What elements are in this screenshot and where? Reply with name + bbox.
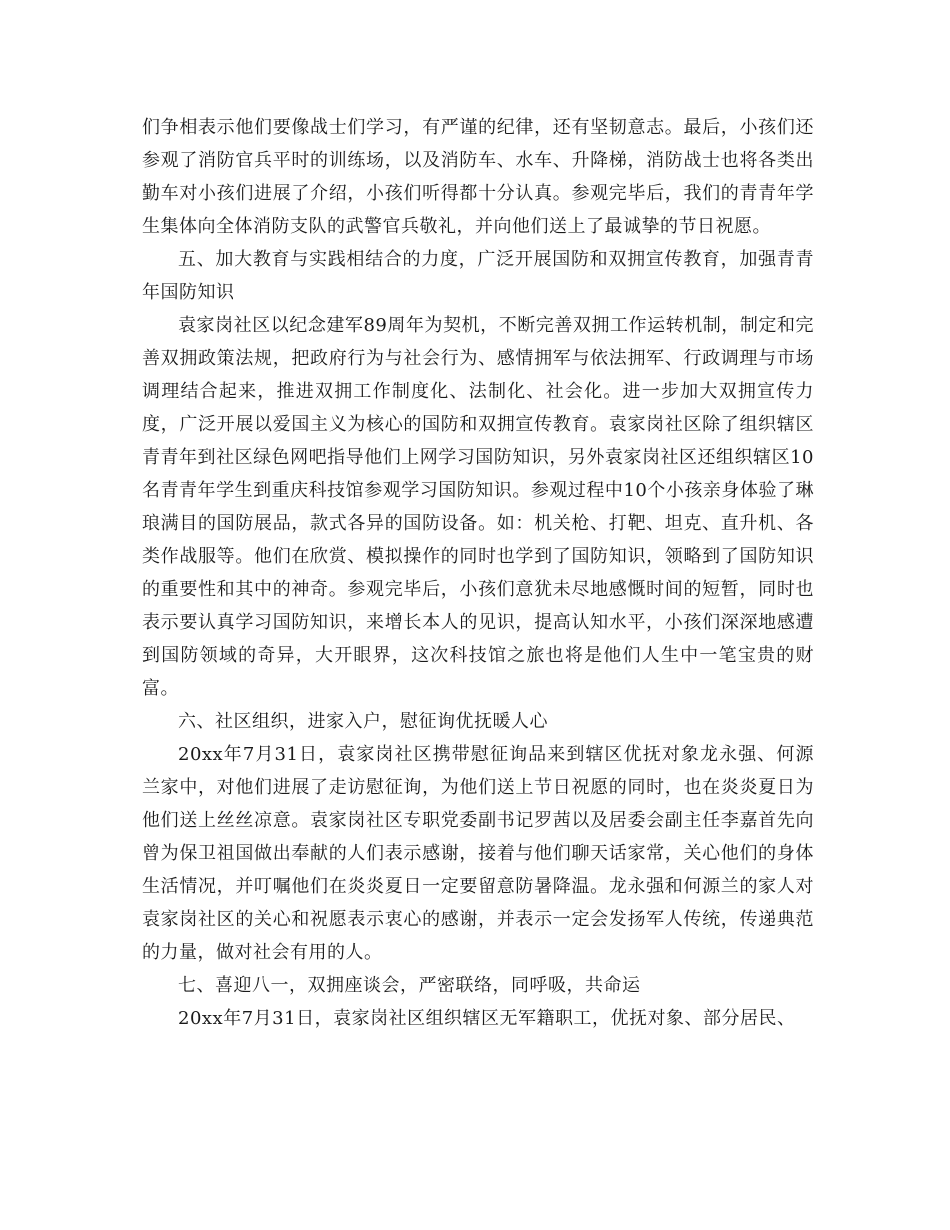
- document-body: [142, 111, 814, 1035]
- paragraph-2: 袁家岗社区以纪念建军89周年为契机，不断完善双拥工作运转机制，制定和完善双拥政策法规，把政府行为与社会行为、感情拥军与依法拥军、行政调理与市场调理结合起来，推进双拥工作制度化、法制化、社会化。进一步加大双拥宣传力度，广泛开展以爱国主义为核心的国防和双拥宣传教育。袁家岗社区除了组织辖区青青年到社区绿色网吧指导他们上网学习国防知识，另外袁家岗社区还组织辖区10名青青年学生到重庆科技馆参观学习国防知识。参观过程中10个小孩亲身体验了琳琅满目的国防展品，款式各异的国防设备。如：机关枪、打靶、坦克、直升机、各类作战服等。他们在欣赏、模拟操作的同时也学到了国防知识，领略到了国防知识的重要性和其中的神奇。参观完毕后，小孩们意犹未尽地感慨时间的短暂，同时也表示要认真学习国防知识，来增长本人的见识，提高认知水平，小孩们深深地感遭到国防领域的奇异，大开眼界，这次科技馆之旅也将是他们人生中一笔宝贵的财富。: [142, 315, 814, 699]
- paragraph-3: 20xx年7月31日，袁家岗社区携带慰征询品来到辖区优抚对象龙永强、何源兰家中，对他们进展了走访慰征询，为他们送上节日祝愿的同时，也在炎炎夏日为他们送上丝丝凉意。袁家岗社区专职党委副书记罗茜以及居委会副主任李嘉首先向曾为保卫祖国做出奉献的人们表示感谢，接着与他们聊天话家常，关心他们的身体生活情况，并叮嘱他们在炎炎夏日一定要留意防暑降温。龙永强和何源兰的家人对袁家岗社区的关心和祝愿表示衷心的感谢，并表示一定会发扬军人传统，传递典范的力量，做对社会有用的人。: [142, 744, 814, 963]
- section-heading-7: 七、喜迎八一，双拥座谈会，严密联络，同呼吸，共命运: [178, 975, 641, 996]
- section-heading-6: 六、社区组织，进家入户，慰征询优抚暖人心: [178, 711, 548, 732]
- paragraph-4: 20xx年7月31日，袁家岗社区组织辖区无军籍职工，优抚对象、部分居民、: [178, 1008, 796, 1029]
- paragraph-1: 们争相表示他们要像战士们学习，有严谨的纪律，还有坚韧意志。最后，小孩们还参观了消防官兵平时的训练场，以及消防车、水车、升降梯，消防战士也将各类出勤车对小孩们进展了介绍，小孩们听得都十分认真。参观完毕后，我们的青青年学生集体向全体消防支队的武警官兵敬礼，并向他们送上了最诚挚的节日祝愿。: [142, 117, 814, 237]
- section-heading-5: 五、加大教育与实践相结合的力度，广泛开展国防和双拥宣传教育，加强青青年国防知识: [142, 249, 814, 303]
